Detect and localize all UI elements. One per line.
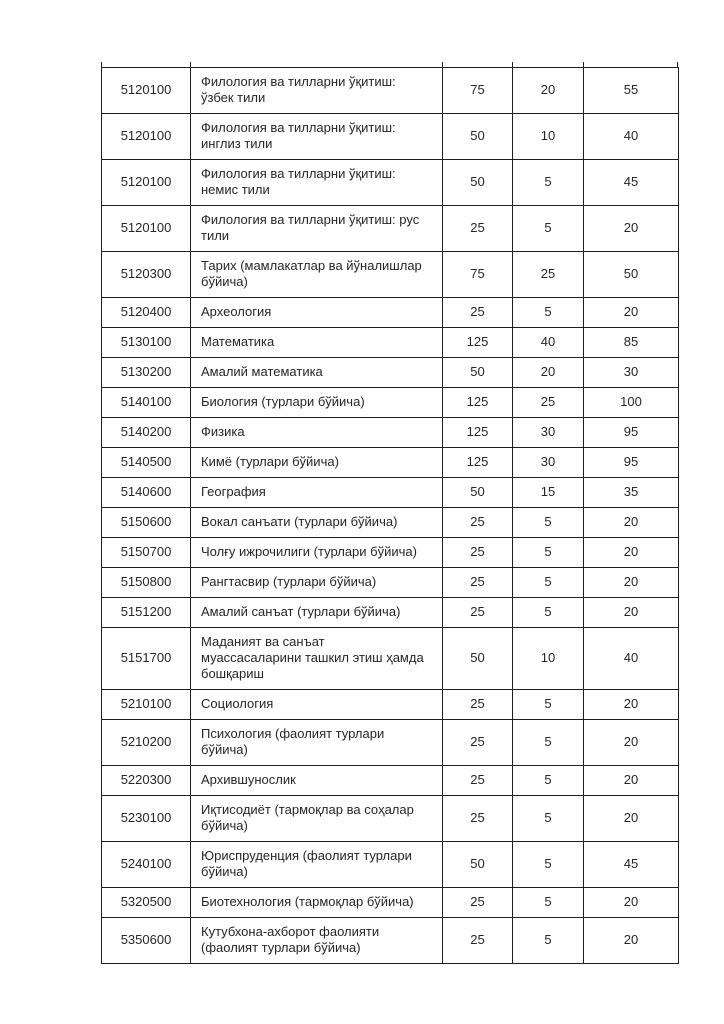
table-row [102, 766, 679, 796]
cell-value-total: 125 [443, 388, 513, 418]
cell-specialty-code: 5130100 [102, 328, 191, 358]
table-row [102, 418, 679, 448]
cell-value-contract: 40 [584, 114, 679, 160]
cell-value-grant: 15 [513, 478, 584, 508]
cell-specialty-name: География [191, 478, 443, 508]
cell-value-grant: 20 [513, 68, 584, 114]
cell-value-total: 125 [443, 418, 513, 448]
cell-specialty-name: Амалий математика [191, 358, 443, 388]
cell-value-contract: 20 [584, 918, 679, 964]
cell-specialty-code: 5120100 [102, 114, 191, 160]
table-row [102, 796, 679, 842]
cell-value-grant: 5 [513, 298, 584, 328]
table-row [102, 160, 679, 206]
cell-value-contract: 20 [584, 568, 679, 598]
cell-specialty-name: Юриспруденция (фаолият турлари бўйича) [191, 842, 443, 888]
cell-value-contract: 85 [584, 328, 679, 358]
cell-specialty-code: 5140500 [102, 448, 191, 478]
table-row [102, 478, 679, 508]
cell-value-grant: 5 [513, 160, 584, 206]
cell-value-contract: 20 [584, 690, 679, 720]
cell-value-contract: 20 [584, 720, 679, 766]
cell-value-total: 125 [443, 448, 513, 478]
cell-specialty-code: 5151700 [102, 628, 191, 690]
cell-specialty-code: 5140200 [102, 418, 191, 448]
cell-specialty-name: Филология ва тилларни ўқитиш: немис тили [191, 160, 443, 206]
cell-value-grant: 30 [513, 418, 584, 448]
cell-specialty-code: 5120400 [102, 298, 191, 328]
cell-specialty-code: 5120300 [102, 252, 191, 298]
table-row [102, 388, 679, 418]
cell-value-total: 25 [443, 508, 513, 538]
cell-value-contract: 40 [584, 628, 679, 690]
cell-value-contract: 30 [584, 358, 679, 388]
cell-value-grant: 5 [513, 720, 584, 766]
cell-value-grant: 25 [513, 388, 584, 418]
table-row [102, 298, 679, 328]
cell-value-total: 25 [443, 918, 513, 964]
cell-value-contract: 45 [584, 842, 679, 888]
cell-specialty-code: 5151200 [102, 598, 191, 628]
cell-value-contract: 50 [584, 252, 679, 298]
cell-value-grant: 10 [513, 628, 584, 690]
cell-value-contract: 100 [584, 388, 679, 418]
cell-specialty-name: Маданият ва санъат муассасаларини ташкил этиш ҳамда бошқариш [191, 628, 443, 690]
cell-value-contract: 20 [584, 598, 679, 628]
cell-value-grant: 30 [513, 448, 584, 478]
table-row [102, 690, 679, 720]
cell-specialty-code: 5150800 [102, 568, 191, 598]
cell-specialty-code: 5210200 [102, 720, 191, 766]
table-row [102, 568, 679, 598]
cell-value-total: 25 [443, 538, 513, 568]
table-row [102, 720, 679, 766]
cell-value-grant: 5 [513, 888, 584, 918]
cell-value-total: 125 [443, 328, 513, 358]
table-body [102, 68, 679, 964]
cell-value-contract: 20 [584, 298, 679, 328]
cell-specialty-name: Архившунослик [191, 766, 443, 796]
cell-specialty-name: Чолғу ижрочилиги (турлари бўйича) [191, 538, 443, 568]
cell-specialty-code: 5150600 [102, 508, 191, 538]
cell-value-contract: 55 [584, 68, 679, 114]
cell-value-grant: 5 [513, 690, 584, 720]
cell-value-total: 25 [443, 796, 513, 842]
cell-specialty-name: Биотехнология (тармоқлар бўйича) [191, 888, 443, 918]
cell-specialty-name: Тарих (мамлакатлар ва йўналишлар бўйича) [191, 252, 443, 298]
admission-quota-table [101, 67, 679, 964]
cell-specialty-code: 5130200 [102, 358, 191, 388]
cell-specialty-name: Психология (фаолият турлари бўйича) [191, 720, 443, 766]
cell-specialty-name: Филология ва тилларни ўқитиш: ўзбек тили [191, 68, 443, 114]
cell-specialty-code: 5210100 [102, 690, 191, 720]
cell-value-grant: 5 [513, 206, 584, 252]
cell-value-total: 25 [443, 888, 513, 918]
table-row [102, 206, 679, 252]
cell-value-contract: 95 [584, 448, 679, 478]
cell-value-contract: 95 [584, 418, 679, 448]
cell-value-total: 25 [443, 598, 513, 628]
cell-value-grant: 25 [513, 252, 584, 298]
cell-value-contract: 20 [584, 766, 679, 796]
cell-specialty-name: Математика [191, 328, 443, 358]
table-row [102, 114, 679, 160]
cell-specialty-name: Кутубхона-ахборот фаолияти (фаолият турлари бўйича) [191, 918, 443, 964]
cell-specialty-code: 5120100 [102, 160, 191, 206]
table-row [102, 448, 679, 478]
cell-value-contract: 20 [584, 538, 679, 568]
table-row [102, 628, 679, 690]
cell-specialty-name: Филология ва тилларни ўқитиш: рус тили [191, 206, 443, 252]
cell-value-contract: 20 [584, 888, 679, 918]
table-row [102, 68, 679, 114]
cell-specialty-name: Рангтасвир (турлари бўйича) [191, 568, 443, 598]
cell-value-grant: 40 [513, 328, 584, 358]
cell-specialty-name: Амалий санъат (турлари бўйича) [191, 598, 443, 628]
cell-value-total: 25 [443, 690, 513, 720]
cell-specialty-name: Социология [191, 690, 443, 720]
cell-value-total: 25 [443, 298, 513, 328]
cell-value-total: 50 [443, 478, 513, 508]
cell-value-grant: 5 [513, 918, 584, 964]
table-row [102, 842, 679, 888]
cell-specialty-code: 5350600 [102, 918, 191, 964]
cell-value-contract: 35 [584, 478, 679, 508]
cell-specialty-name: Вокал санъати (турлари бўйича) [191, 508, 443, 538]
table-row [102, 508, 679, 538]
cell-value-total: 25 [443, 720, 513, 766]
table-row [102, 888, 679, 918]
cell-value-grant: 10 [513, 114, 584, 160]
table-row [102, 538, 679, 568]
table-row [102, 598, 679, 628]
cell-value-total: 50 [443, 114, 513, 160]
cell-specialty-name: Филология ва тилларни ўқитиш: инглиз тили [191, 114, 443, 160]
cell-specialty-code: 5320500 [102, 888, 191, 918]
cell-value-contract: 20 [584, 206, 679, 252]
cell-value-total: 25 [443, 568, 513, 598]
cell-value-grant: 5 [513, 796, 584, 842]
cell-value-total: 50 [443, 160, 513, 206]
cell-value-grant: 5 [513, 842, 584, 888]
cell-specialty-code: 5240100 [102, 842, 191, 888]
cell-value-grant: 5 [513, 538, 584, 568]
cell-value-contract: 20 [584, 796, 679, 842]
cell-value-total: 50 [443, 358, 513, 388]
cell-specialty-name: Физика [191, 418, 443, 448]
table-row [102, 328, 679, 358]
cell-specialty-code: 5230100 [102, 796, 191, 842]
cell-specialty-code: 5140100 [102, 388, 191, 418]
cell-value-grant: 5 [513, 568, 584, 598]
table-row [102, 358, 679, 388]
cell-value-contract: 45 [584, 160, 679, 206]
cell-specialty-name: Иқтисодиёт (тармоқлар ва соҳалар бўйича) [191, 796, 443, 842]
cell-specialty-code: 5120100 [102, 206, 191, 252]
cell-specialty-name: Археология [191, 298, 443, 328]
table-row [102, 918, 679, 964]
cell-value-grant: 5 [513, 598, 584, 628]
cell-specialty-name: Кимё (турлари бўйича) [191, 448, 443, 478]
cell-value-total: 75 [443, 252, 513, 298]
cell-specialty-code: 5150700 [102, 538, 191, 568]
cell-value-total: 50 [443, 842, 513, 888]
cell-specialty-code: 5120100 [102, 68, 191, 114]
table-row [102, 252, 679, 298]
cell-value-contract: 20 [584, 508, 679, 538]
cell-value-total: 50 [443, 628, 513, 690]
cell-value-total: 75 [443, 68, 513, 114]
cell-specialty-code: 5140600 [102, 478, 191, 508]
cell-value-total: 25 [443, 766, 513, 796]
cell-value-grant: 20 [513, 358, 584, 388]
cell-value-grant: 5 [513, 766, 584, 796]
cell-value-total: 25 [443, 206, 513, 252]
cell-specialty-name: Биология (турлари бўйича) [191, 388, 443, 418]
cell-value-grant: 5 [513, 508, 584, 538]
cell-specialty-code: 5220300 [102, 766, 191, 796]
